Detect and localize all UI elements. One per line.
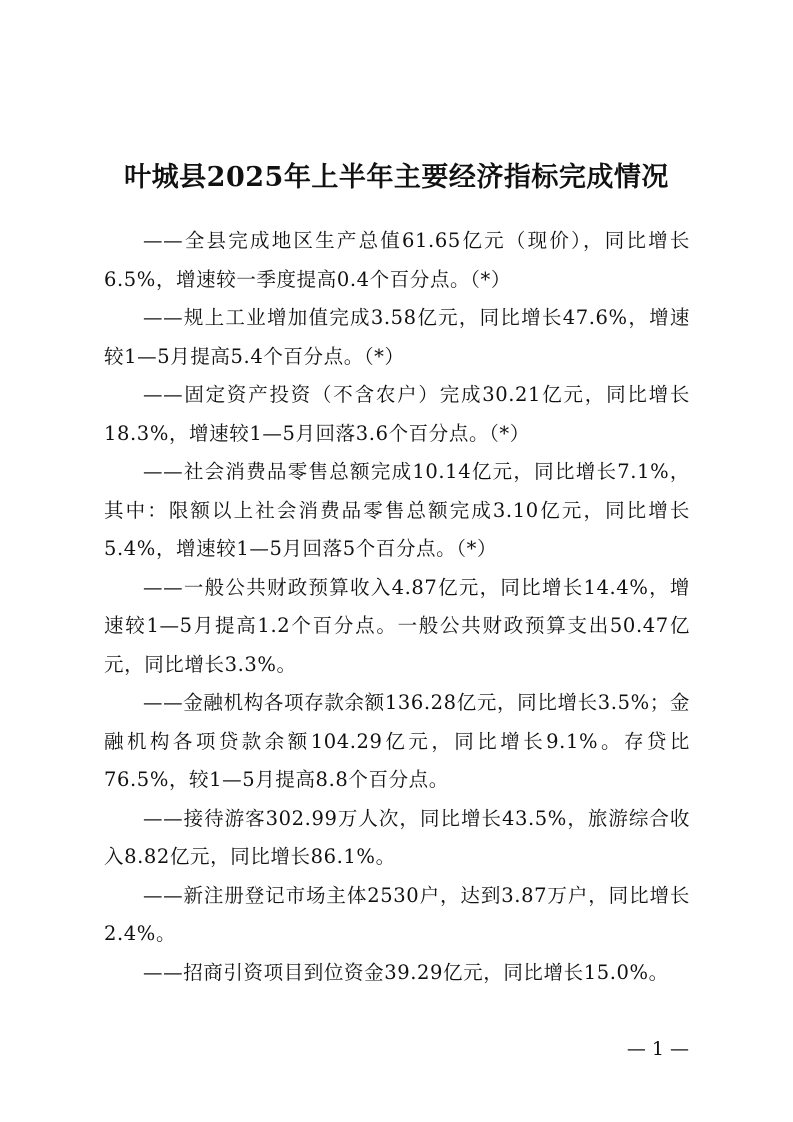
paragraph-financial-deposits-loans: ——金融机构各项存款余额136.28亿元，同比增长3.5%；金融机构各项贷款余额104.29亿元，同比增长9.1%。存贷比76.5%，较1—5月提高8.8个百分点。	[104, 691, 690, 791]
paragraph-tourism: ——接待游客302.99万人次，同比增长43.5%，旅游综合收入8.82亿元，同比增长86.1%。	[104, 806, 690, 868]
page-number: — 1 —	[626, 1038, 689, 1060]
document-body	[104, 222, 690, 992]
paragraph-retail-sales: ——社会消费品零售总额完成10.14亿元，同比增长7.1%，其中：限额以上社会消费品零售总额完成3.10亿元，同比增长5.4%，增速较1—5月回落5个百分点。（*）	[104, 460, 690, 560]
paragraph-gdp: ——全县完成地区生产总值61.65亿元（现价），同比增长6.5%，增速较一季度提高0.4个百分点。（*）	[104, 229, 690, 291]
paragraph-investment-attraction: ——招商引资项目到位资金39.29亿元，同比增长15.0%。	[143, 960, 669, 984]
paragraph-public-finance: ——一般公共财政预算收入4.87亿元，同比增长14.4%，增速较1—5月提高1.2个百分点。一般公共财政预算支出50.47亿元，同比增长3.3%。	[104, 575, 690, 676]
document-title: 叶城县2025年上半年主要经济指标完成情况	[124, 162, 669, 194]
paragraph-market-entities: ——新注册登记市场主体2530户，达到3.87万户，同比增长2.4%。	[104, 883, 690, 945]
paragraph-fixed-asset-investment: ——固定资产投资（不含农户）完成30.21亿元，同比增长18.3%，增速较1—5月回落3.6个百分点。（*）	[104, 383, 690, 445]
paragraph-industrial-value: ——规上工业增加值完成3.58亿元，同比增长47.6%，增速较1—5月提高5.4个百分点。（*）	[104, 306, 690, 368]
